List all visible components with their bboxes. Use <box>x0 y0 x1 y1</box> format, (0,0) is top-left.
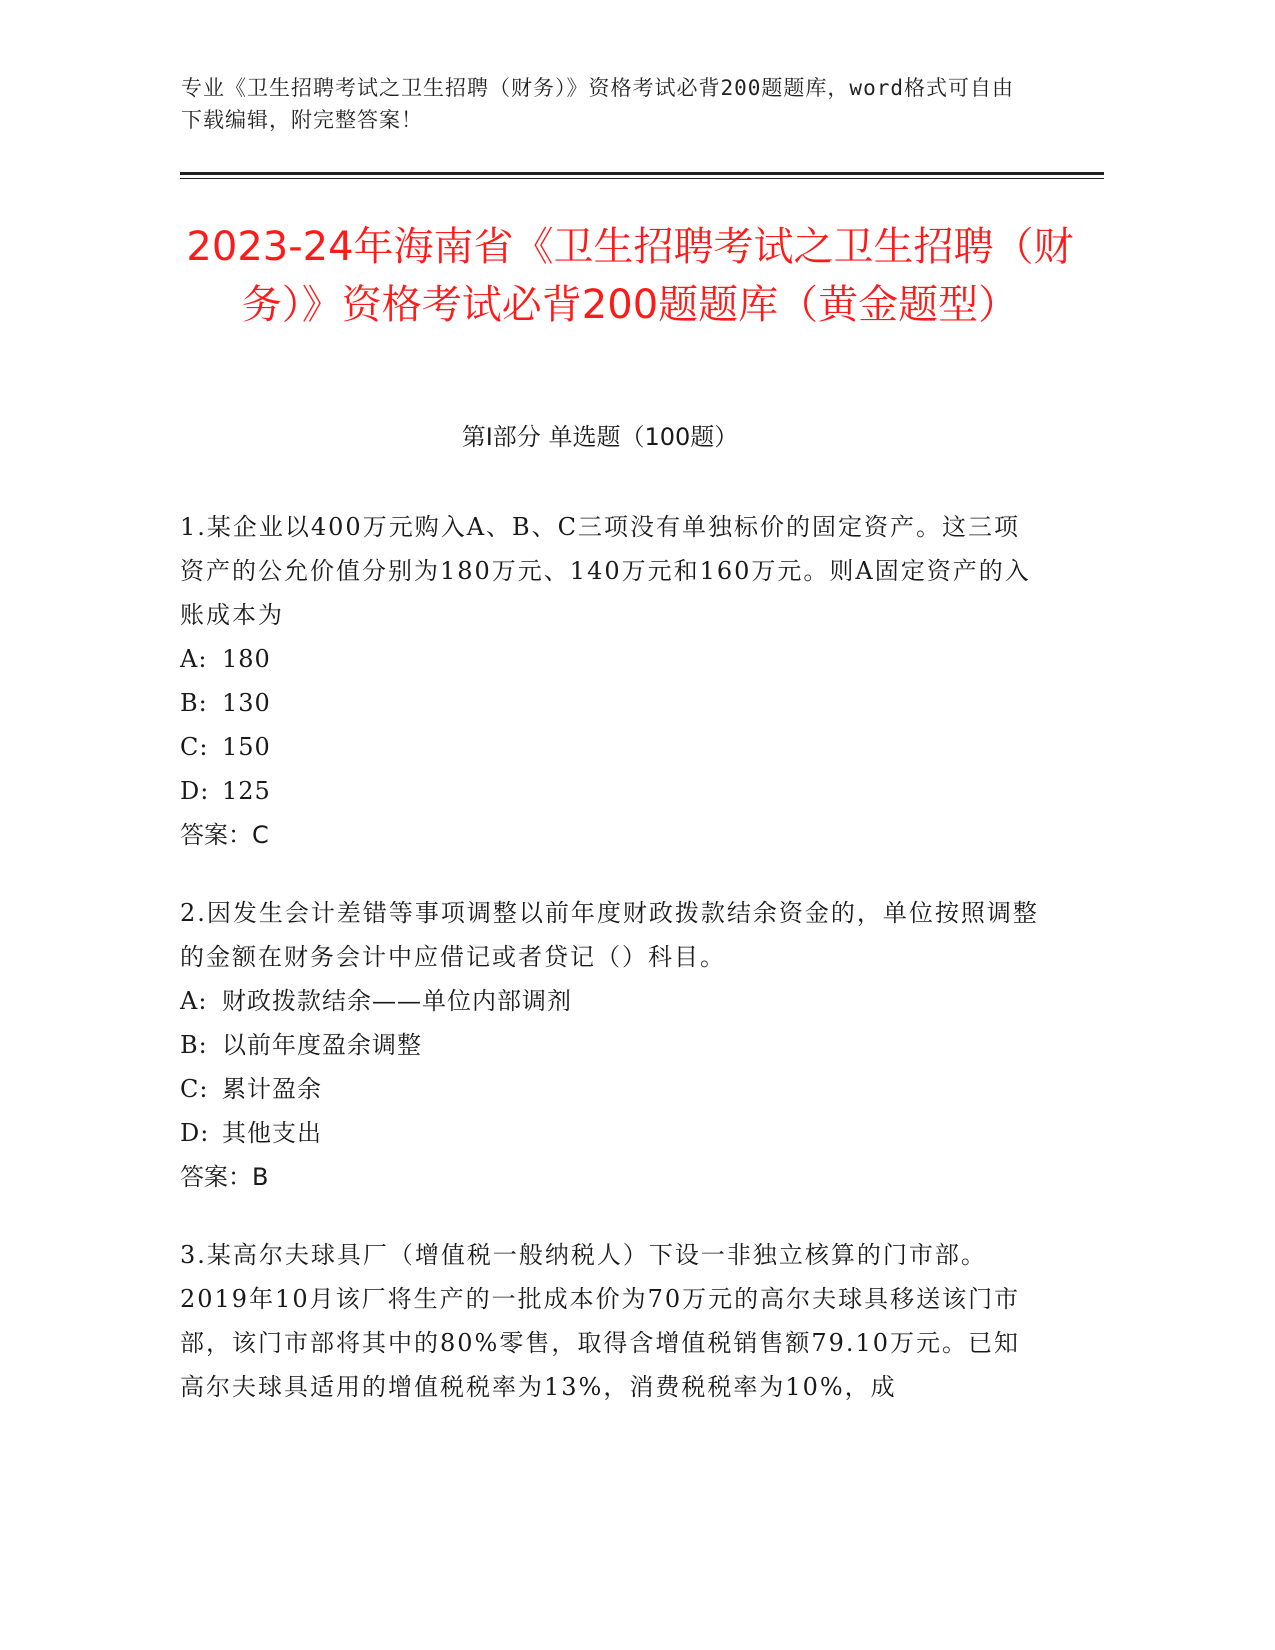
option-a <box>180 979 1040 1023</box>
option-text: 150 <box>222 733 271 761</box>
answer: 答案：B <box>180 1163 269 1191</box>
option-text: 其他支出 <box>222 1119 322 1147</box>
section-title: 第I部分 单选题（100题） <box>461 423 739 451</box>
question-stem: 2.因发生会计差错等事项调整以前年度财政拨款结余资金的，单位按照调整的金额在财务会计中应借记或者贷记（）科目。 <box>180 899 1039 971</box>
header-note: 专业《卫生招聘考试之卫生招聘（财务）》资格考试必背200题题库，word格式可自由下载编辑，附完整答案！ <box>181 76 1014 132</box>
header-rule-thin <box>180 178 1104 179</box>
option-text: 180 <box>222 645 271 673</box>
option-d <box>180 1111 1040 1155</box>
option-text: 130 <box>222 689 271 717</box>
option-letter: A: <box>180 987 208 1015</box>
option-letter: C: <box>180 1075 209 1103</box>
option-b <box>180 1023 1040 1067</box>
question-2 <box>180 891 1040 1199</box>
question-stem: 1.某企业以400万元购入A、B、C三项没有单独标价的固定资产。这三项资产的公允价值分别为180万元、140万元和160万元。则A固定资产的入账成本为 <box>180 513 1031 629</box>
option-a <box>180 637 1040 681</box>
question-1 <box>180 505 1040 857</box>
option-text: 125 <box>222 777 271 805</box>
option-text: 财政拨款结余——单位内部调剂 <box>222 987 572 1015</box>
option-d <box>180 769 1040 813</box>
option-letter: A: <box>180 645 208 673</box>
option-letter: B: <box>180 689 208 717</box>
option-letter: D: <box>180 1119 210 1147</box>
option-text: 以前年度盈余调整 <box>222 1031 422 1059</box>
question-list <box>180 505 1040 1443</box>
header-rule-thick <box>180 172 1104 175</box>
document-title: 2023-24年海南省《卫生招聘考试之卫生招聘（财务）》资格考试必背200题题库（黄金题型） <box>186 224 1074 328</box>
answer: 答案：C <box>180 821 269 849</box>
option-c <box>180 725 1040 769</box>
question-stem: 3.某高尔夫球具厂（增值税一般纳税人）下设一非独立核算的门市部。2019年10月该厂将生产的一批成本价为70万元的高尔夫球具移送该门市部，该门市部将其中的80%零售，取得含增值税销售额79.10万元。已知高尔夫球具适用的增值税税率为13%，消费税税率为10%，成 <box>180 1241 1021 1401</box>
option-letter: D: <box>180 777 210 805</box>
option-c <box>180 1067 1040 1111</box>
option-text: 累计盈余 <box>222 1075 322 1103</box>
option-letter: C: <box>180 733 209 761</box>
option-letter: B: <box>180 1031 208 1059</box>
option-b <box>180 681 1040 725</box>
question-3 <box>180 1233 1040 1409</box>
